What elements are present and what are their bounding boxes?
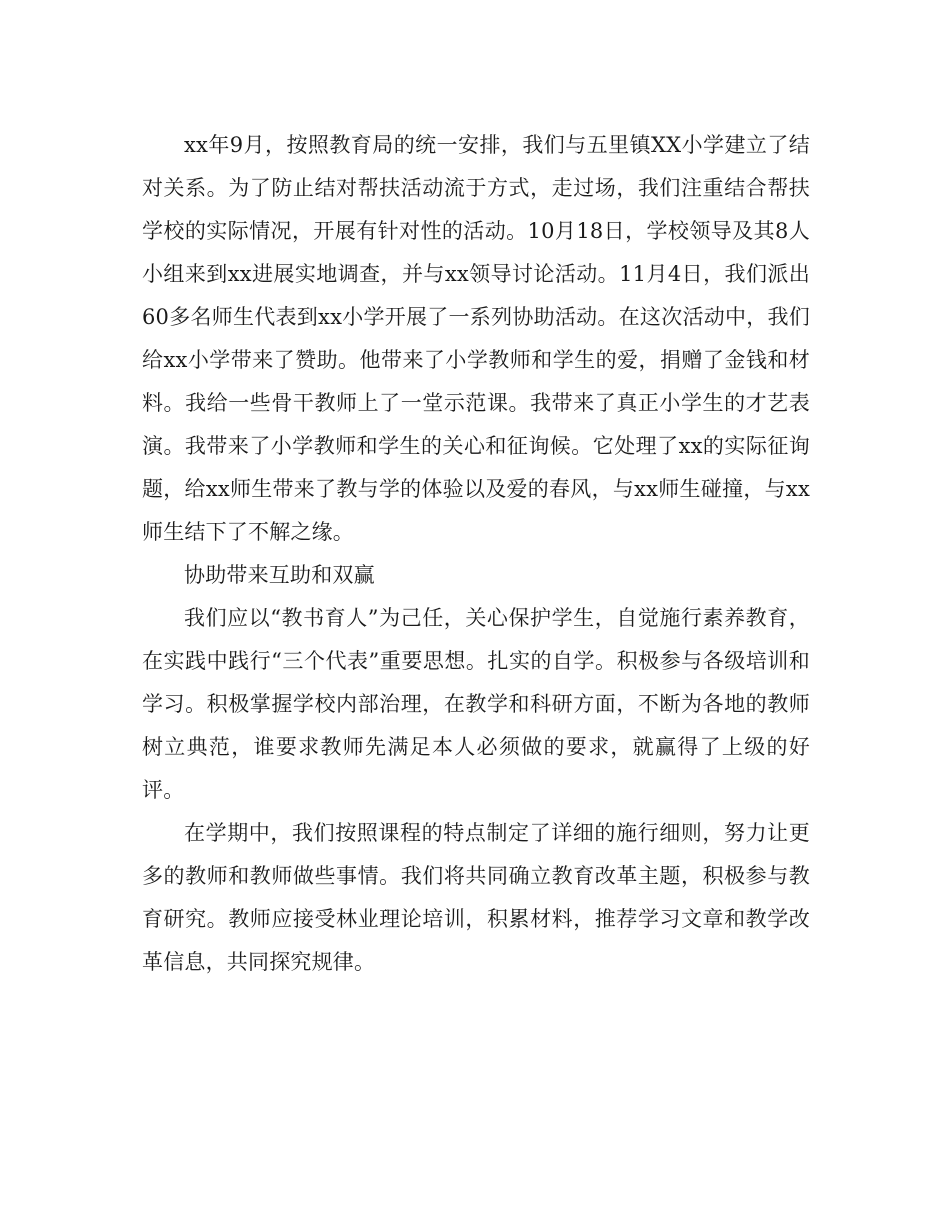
section-heading: 协助带来互助和双赢: [184, 563, 375, 587]
paragraph-responsibility: 我们应以“教书育人”为己任，关心保护学生，自觉施行素养教育，在实践中践行“三个代表”重要思想。扎实的自学。积极参与各级培训和学习。积极掌握学校内部治理，在教学和科研方面，不断为各地的教师树立典范，谁要求教师先满足本人必须做的要求，就赢得了上级的好评。: [142, 606, 810, 802]
paragraph-semester: 在学期中，我们按照课程的特点制定了详细的施行细则，努力让更多的教师和教师做些事情。我们将共同确立教育改革主题，积极参与教育研究。教师应接受林业理论培训，积累材料，推荐学习文章和教学改革信息，共同探究规律。: [142, 821, 810, 974]
paragraph-partnership: xx年9月，按照教育局的统一安排，我们与五里镇XX小学建立了结对关系。为了防止结对帮扶活动流于方式，走过场，我们注重结合帮扶学校的实际情况，开展有针对性的活动。10月18日，学校领导及其8人小组来到xx进展实地调查，并与xx领导讨论活动。11月4日，我们派出60多名师生代表到xx小学开展了一系列协助活动。在这次活动中，我们给xx小学带来了赞助。他带来了小学教师和学生的爱，捐赠了金钱和材料。我给一些骨干教师上了一堂示范课。我带来了真正小学生的才艺表演。我带来了小学教师和学生的关心和征询候。它处理了xx的实际征询题，给xx师生带来了教与学的体验以及爱的春风，与xx师生碰撞，与xx师生结下了不解之缘。: [142, 133, 810, 544]
document-body: [142, 124, 810, 984]
